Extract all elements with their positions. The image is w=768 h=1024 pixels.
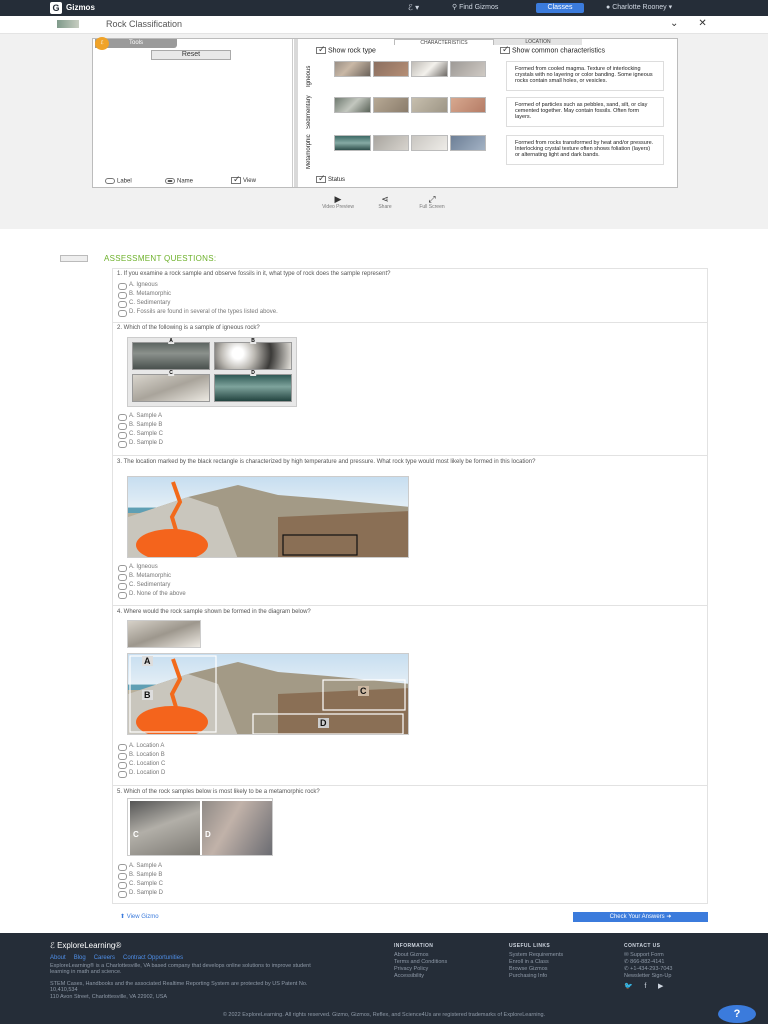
assessment-heading — [60, 254, 216, 263]
sample-label: D — [251, 370, 255, 376]
view-gizmo-link[interactable] — [120, 913, 159, 920]
radio-icon — [105, 178, 115, 184]
answer-choice[interactable]: D. Fossils are found in several of the types listed above. — [113, 308, 707, 317]
answer-choice[interactable]: B. Sample B — [113, 871, 707, 880]
rock-samples-image — [127, 798, 273, 856]
gizmos-logo-icon[interactable]: G — [50, 2, 62, 14]
gizmo-simulation[interactable] — [92, 38, 678, 188]
question-1 — [112, 268, 708, 323]
tab-location[interactable]: LOCATION — [494, 39, 582, 45]
location-a-label: A — [144, 656, 151, 666]
youtube-icon[interactable]: ▶ — [658, 983, 664, 990]
location-b-label: B — [144, 690, 151, 700]
show-common-checkbox[interactable] — [500, 47, 605, 54]
tools-tab[interactable]: Tools — [95, 39, 177, 48]
contact-heading: CONTACT US — [624, 943, 661, 949]
play-icon: ▶ — [334, 194, 342, 204]
answer-choice[interactable]: B. Location B — [113, 751, 707, 760]
footer-link[interactable]: Purchasing Info — [509, 973, 548, 979]
view-option-text: View — [243, 178, 256, 185]
row-label-igneous: Igneous — [306, 65, 312, 87]
sedimentary-description: Formed of particles such as pebbles, sand, silt, or clay cemented together. May contain fossils. Often form layers. — [506, 97, 664, 127]
about-text: ExploreLearning® is a Charlottesville, VA based company that develops online solutions to improve student learning in math and science. — [50, 963, 311, 975]
answer-choice[interactable]: C. Sample C — [113, 430, 707, 439]
assessment-heading-text: ASSESSMENT QUESTIONS: — [104, 254, 217, 263]
search-icon: ⚲ — [452, 4, 460, 11]
choices-list — [113, 563, 707, 599]
address-text: 110 Avon Street, Charlottesville, VA 22902, USA — [50, 994, 168, 1000]
question-text: 5. Which of the rock samples below is most likely to be a metamorphic rock? — [117, 789, 320, 795]
check-answers-label: Check Your Answers — [609, 914, 665, 920]
answer-choice[interactable]: C. Sample C — [113, 880, 707, 889]
row-label-sedimentary: Sedimentary — [306, 95, 312, 129]
rock-sample[interactable] — [411, 135, 448, 151]
facebook-icon[interactable]: f — [644, 983, 647, 990]
explorelearning-menu[interactable]: ℰ ▾ — [408, 3, 420, 12]
useful-links-heading: USEFUL LINKS — [509, 943, 551, 949]
video-preview-label: Video Preview — [322, 204, 354, 210]
arrow-up-icon: ⬆ — [120, 914, 127, 920]
gizmo-thumbnail — [57, 20, 79, 28]
video-preview-button[interactable] — [318, 195, 358, 210]
arrow-right-icon: ➜ — [664, 914, 672, 920]
sample-label: A — [169, 338, 173, 344]
gizmo-title-row — [0, 16, 768, 34]
answer-choice[interactable]: A. Sample A — [113, 862, 707, 871]
footer-link[interactable]: System Requirements — [509, 952, 564, 958]
share-button[interactable] — [365, 195, 405, 210]
full-screen-label: Full Screen — [419, 204, 445, 210]
rock-sample-image — [127, 620, 201, 648]
footer-link[interactable]: Enroll in a Class — [509, 959, 549, 965]
contract-link[interactable]: Contract Opportunities — [123, 955, 184, 961]
chat-icon: ✉ — [624, 952, 631, 958]
show-rock-type-label: Show rock type — [328, 47, 376, 55]
show-rock-type-checkbox[interactable] — [316, 47, 376, 54]
question-5 — [112, 786, 708, 904]
question-3 — [112, 456, 708, 606]
tab-characteristics[interactable]: CHARACTERISTICS — [394, 39, 494, 45]
view-gizmo-label: View Gizmo — [126, 914, 159, 920]
intl-phone-link[interactable] — [624, 966, 744, 973]
rock-sample[interactable] — [334, 61, 371, 77]
user-icon: ● — [606, 4, 613, 11]
rock-sample[interactable] — [411, 61, 448, 77]
sample-d-image — [214, 370, 292, 402]
support-form-label: Support Form — [630, 952, 664, 958]
sample-label: D — [205, 830, 211, 839]
phone-link[interactable] — [624, 959, 744, 966]
copyright-text: © 2022 ExploreLearning. All rights reserved. Gizmo, Gizmos, Reflex, and Science4Us are registered trademarks of ExploreLearning. — [222, 1012, 546, 1018]
rock-sample[interactable] — [450, 97, 487, 113]
gizmos-brand[interactable]: Gizmos — [66, 3, 95, 12]
geology-diagram — [127, 476, 409, 558]
question-4 — [112, 606, 708, 786]
footer-link[interactable]: Privacy Policy — [394, 966, 429, 972]
top-navigation-bar — [0, 0, 768, 16]
answer-choice[interactable]: B. Sample B — [113, 421, 707, 430]
sample-a-image — [132, 338, 210, 370]
sample-label: C — [133, 830, 139, 839]
choices-list — [113, 742, 707, 778]
checkbox-checked-icon — [231, 177, 241, 184]
patent-text: STEM Cases, Handbooks and the associated Realtime Reporting System are protected by US Patent No. 10,410,534 — [50, 981, 308, 993]
footer-links — [50, 955, 191, 961]
status-checkbox[interactable] — [316, 176, 345, 183]
blog-link[interactable]: Blog — [73, 955, 86, 961]
sample-d-image — [202, 801, 272, 855]
reset-button[interactable]: Reset — [151, 50, 231, 60]
answer-choice[interactable]: D. Sample D — [113, 439, 707, 448]
sample-label: B — [251, 338, 255, 344]
choices-list — [113, 412, 707, 448]
footer-link[interactable]: Terms and Conditions — [394, 959, 448, 965]
answer-choice[interactable]: C. Location C — [113, 760, 707, 769]
label-option-text: Label — [117, 178, 132, 185]
checkbox-checked-icon — [316, 176, 326, 183]
checkbox-checked-icon — [316, 47, 326, 54]
answer-choice[interactable]: D. None of the above — [113, 590, 707, 599]
view-checkbox[interactable] — [231, 177, 256, 184]
name-option[interactable] — [165, 178, 193, 185]
share-icon: ⋖ — [381, 194, 389, 204]
find-gizmos-link[interactable] — [452, 3, 498, 11]
rock-sample[interactable] — [411, 97, 448, 113]
chevron-down-icon: ▾ — [666, 4, 673, 11]
sample-label: C — [169, 370, 173, 376]
social-links — [624, 983, 744, 990]
rock-sample[interactable] — [373, 97, 410, 113]
name-option-text: Name — [177, 178, 194, 185]
help-button[interactable]: ? — [718, 1005, 756, 1023]
phone-icon: ✆ — [624, 959, 631, 965]
footer-link[interactable]: About Gizmos — [394, 952, 429, 958]
footer-brand: ExploreLearning® — [57, 941, 122, 950]
tools-panel — [93, 39, 293, 187]
location-d-label: D — [320, 718, 327, 728]
answer-choice[interactable]: C. Sedimentary — [113, 299, 707, 308]
metamorphic-description: Formed from rocks transformed by heat and/or pressure. Interlocking crystal texture often shows foliation (layers) or alternating light and dark bands. — [506, 135, 664, 165]
answer-choice[interactable]: B. Metamorphic — [113, 290, 707, 299]
rock-sample[interactable] — [373, 135, 410, 151]
rock-sample[interactable] — [373, 61, 410, 77]
sample-b-image — [214, 338, 292, 370]
footer-link[interactable]: Accessibility — [394, 973, 424, 979]
gizmo-controls — [318, 195, 458, 217]
twitter-icon[interactable]: 🐦 — [624, 983, 633, 990]
row-label-metamorphic: Metamorphic — [306, 134, 312, 169]
share-label: Share — [378, 204, 392, 210]
geology-diagram — [127, 653, 409, 735]
explorelearning-logo[interactable] — [50, 941, 121, 950]
explorelearning-icon: ℰ — [50, 941, 58, 950]
choices-list — [113, 862, 707, 898]
igneous-description: Formed from cooled magma. Texture of interlocking crystals with no layering or color banding. Some igneous rocks contain small holes, or vesicles. — [506, 61, 664, 91]
cross-section-svg — [128, 477, 409, 558]
intl-phone-label: +1-434-293-7043 — [630, 966, 673, 972]
checkbox-checked-icon — [500, 47, 510, 54]
rock-sample[interactable] — [334, 97, 371, 113]
answer-choice[interactable]: D. Location D — [113, 769, 707, 778]
fullscreen-icon: ⤢ — [428, 194, 436, 204]
sample-c-image — [130, 801, 200, 855]
contact-column — [624, 943, 744, 990]
gizmo-badge-icon: ℰ — [95, 37, 109, 50]
careers-link[interactable]: Careers — [93, 955, 116, 961]
information-heading: INFORMATION — [394, 943, 434, 949]
question-text: 2. Which of the following is a sample of igneous rock? — [117, 325, 260, 331]
question-2 — [112, 323, 708, 456]
answer-choice[interactable]: C. Sedimentary — [113, 581, 707, 590]
characteristics-panel — [298, 39, 677, 187]
phone-icon: ✆ — [624, 966, 631, 972]
footer-link[interactable]: Browse Gizmos — [509, 966, 548, 972]
label-option[interactable] — [105, 178, 132, 185]
phone-label: 866-882-4141 — [630, 959, 665, 965]
newsletter-link[interactable]: Newsletter Sign-Up — [624, 973, 672, 979]
collapse-chevron-icon[interactable]: ⌄ — [670, 18, 679, 29]
answer-choice[interactable]: A. Sample A — [113, 412, 707, 421]
answer-choice[interactable]: A. Igneous — [113, 281, 707, 290]
sample-c-image — [132, 370, 210, 402]
answer-choice[interactable]: A. Location A — [113, 742, 707, 751]
status-label: Status — [328, 177, 346, 184]
about-link[interactable]: About — [50, 955, 66, 961]
support-form-link[interactable] — [624, 952, 744, 959]
full-screen-button[interactable] — [412, 195, 452, 210]
footer — [0, 933, 768, 1024]
igneous-samples — [334, 61, 486, 85]
find-gizmos-label: Find Gizmos — [459, 4, 499, 11]
sedimentary-samples — [334, 97, 486, 121]
title-actions — [670, 18, 727, 29]
rock-samples-image — [127, 337, 297, 407]
useful-links-column — [509, 943, 609, 980]
answer-choice[interactable]: D. Sample D — [113, 889, 707, 898]
rock-sample[interactable] — [450, 135, 487, 151]
classes-button[interactable]: Classes — [536, 3, 584, 13]
check-answers-button[interactable] — [573, 912, 708, 922]
answer-choice[interactable]: A. Igneous — [113, 563, 707, 572]
rock-sample[interactable] — [334, 135, 371, 151]
show-common-label: Show common characteristics — [512, 47, 605, 55]
question-text: 3. The location marked by the black rectangle is characterized by high temperature and pressure. What rock type would most likely be formed in this location? — [117, 459, 536, 465]
rock-sample[interactable] — [450, 61, 487, 77]
location-c-label: C — [360, 686, 367, 696]
question-text: 4. Where would the rock sample shown be formed in the diagram below? — [117, 609, 311, 615]
view-options — [93, 176, 293, 187]
information-column — [394, 943, 494, 980]
radio-selected-icon — [165, 178, 175, 184]
user-name: Charlotte Rooney — [612, 4, 667, 11]
question-text: 1. If you examine a rock sample and observe fossils in it, what type of rock does the sample represent? — [117, 271, 391, 277]
expand-icon[interactable]: ✕ — [698, 18, 707, 29]
answer-choice[interactable]: B. Metamorphic — [113, 572, 707, 581]
metamorphic-samples — [334, 135, 486, 159]
gizmo-title: Rock Classification — [106, 19, 183, 29]
user-menu[interactable] — [606, 3, 672, 11]
